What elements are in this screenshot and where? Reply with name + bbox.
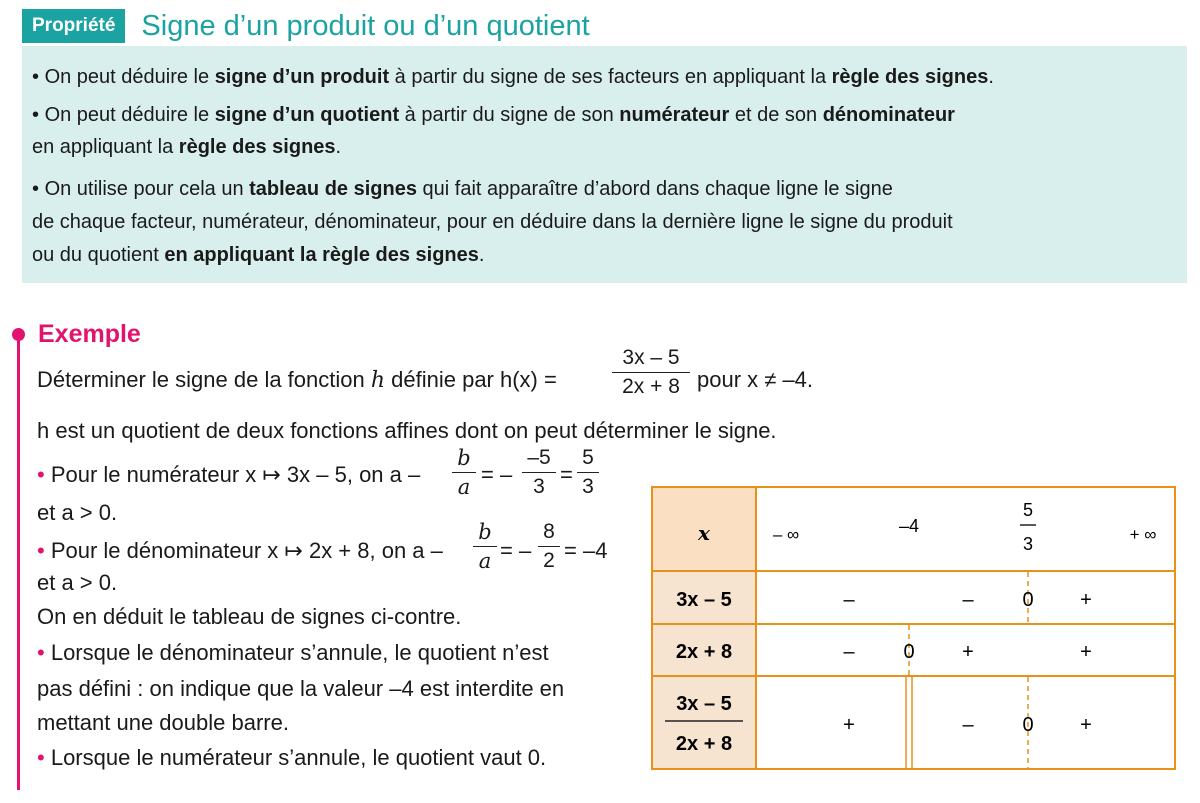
property-bullet-1: • On peut déduire le signe d’un produit à partir du signe de ses facteurs en appliquant la règle des signes. (32, 66, 994, 88)
row2-sign: + (1080, 641, 1092, 663)
property-bullet-2-cont: en appliquant la règle des signes. (32, 136, 342, 158)
row2-sign: + (962, 641, 974, 663)
row3-sign: – (962, 714, 974, 736)
eq-4: = –4 (564, 538, 608, 563)
example-line-4: et a > 0. (37, 500, 118, 525)
header-value-neg4: –4 (898, 516, 920, 536)
row1-label: 3x – 5 (676, 589, 732, 611)
header-neg-inf: – ∞ (772, 525, 800, 544)
fraction-5-3: 5 3 (577, 446, 599, 499)
example-line-2: h est un quotient de deux fonctions affines dont on peut déterminer le signe. (37, 418, 777, 443)
header-5: 5 (1022, 500, 1034, 520)
eq-2: = (560, 462, 573, 487)
fraction-b-a-2: b a (473, 520, 497, 573)
example-line-11: • Lorsque le numérateur s’annule, le quotient vaut 0. (37, 745, 547, 770)
fraction-neg5-3: –5 3 (522, 446, 556, 499)
example-line-1: Déterminer le signe de la fonction h définie par h(x) = (37, 367, 557, 393)
fraction-8-2: 8 2 (538, 520, 560, 573)
example-line-3: • Pour le numérateur x ↦ 3x – 5, on a – (37, 462, 421, 487)
property-bullet-3-cont-1: de chaque facteur, numérateur, dénominateur, pour en déduire dans la dernière ligne le signe du produit (32, 211, 953, 233)
fraction-b-a-1: b a (452, 446, 476, 499)
row2-zero: 0 (903, 641, 915, 663)
example-line-9: pas défini : on indique que la valeur –4 est interdite en (37, 676, 565, 701)
sign-table (651, 486, 1177, 771)
example-side-bar (17, 335, 20, 790)
row3-sign: + (843, 714, 855, 736)
row1-sign: – (843, 589, 855, 611)
property-bullet-3-cont-2: ou du quotient en appliquant la règle des signes. (32, 244, 485, 266)
example-line-5: • Pour le dénominateur x ↦ 2x + 8, on a – (37, 538, 443, 563)
property-badge: Propriété (22, 9, 125, 43)
row2-sign: – (843, 641, 855, 663)
example-line-1-end: pour x ≠ –4. (697, 367, 814, 392)
row3-zero: 0 (1022, 714, 1034, 736)
eq-3: = – (500, 538, 532, 563)
example-label: Exemple (38, 320, 141, 348)
row1-zero: 0 (1022, 589, 1034, 611)
example-line-7: On en déduit le tableau de signes ci-contre. (37, 604, 462, 629)
row3-label-den: 2x + 8 (675, 733, 733, 755)
row1-sign: + (1080, 589, 1092, 611)
row3-label-num: 3x – 5 (676, 693, 732, 715)
property-title-bar (22, 6, 590, 46)
example-line-10: mettant une double barre. (37, 710, 289, 735)
example-line-8: • Lorsque le dénominateur s’annule, le quotient n’est (37, 640, 549, 665)
header-pos-inf: + ∞ (1129, 525, 1157, 544)
row1-sign: – (962, 589, 974, 611)
property-box (22, 46, 1187, 283)
property-bullet-3: • On utilise pour cela un tableau de signes qui fait apparaître d’abord dans chaque ligne le signe (32, 178, 893, 200)
example-line-6: et a > 0. (37, 570, 118, 595)
h-fraction: 3x – 5 2x + 8 (612, 346, 690, 399)
row2-label: 2x + 8 (675, 641, 733, 663)
row3-sign: + (1080, 714, 1092, 736)
property-heading: Signe d’un produit ou d’un quotient (141, 9, 590, 42)
header-x: x (698, 521, 710, 545)
example-marker (12, 328, 25, 341)
header-3: 3 (1022, 534, 1034, 554)
property-bullet-2: • On peut déduire le signe d’un quotient à partir du signe de son numérateur et de son dénominateur (32, 104, 955, 126)
eq-1: = – (481, 462, 513, 487)
